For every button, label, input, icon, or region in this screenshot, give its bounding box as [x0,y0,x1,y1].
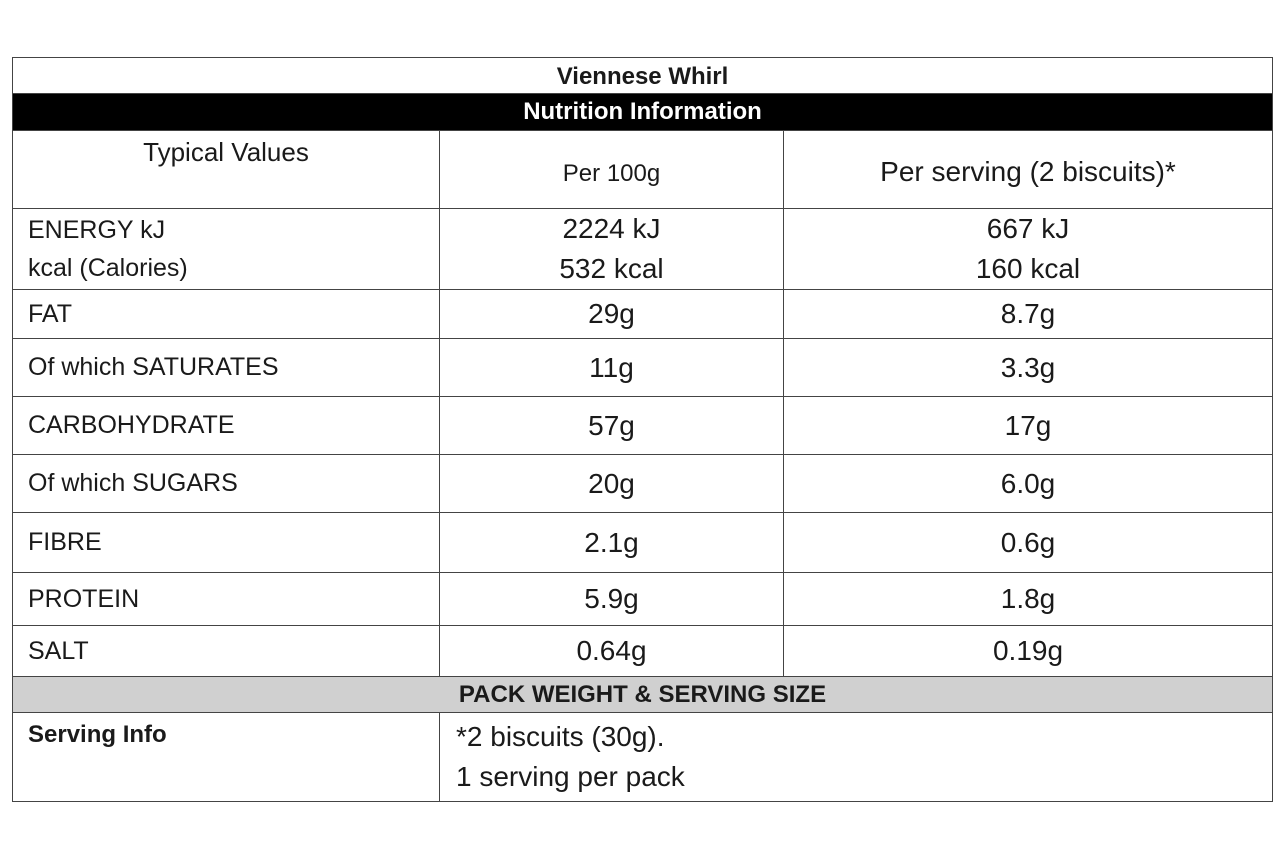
nutrient-label: CARBOHYDRATE [13,397,440,455]
energy-kcal-label: kcal (Calories) [28,254,188,282]
serving-value: 17g [784,397,1273,455]
nutrient-label: Of which SATURATES [13,339,440,397]
energy-serving-cell [784,209,1273,290]
table-row [13,290,1273,339]
per-serving-header: Per serving (2 biscuits)* [784,131,1273,209]
energy-per100-kcal: 532 kcal [559,253,664,284]
title-row [13,58,1273,94]
serving-info-row [13,713,1273,802]
energy-serving-kj: 667 kJ [986,213,1070,244]
table-row [13,626,1273,677]
serving-value: 0.6g [784,513,1273,573]
serving-info-line1: *2 biscuits (30g). [456,721,665,752]
serving-value: 6.0g [784,455,1273,513]
serving-info-label: Serving Info [13,713,440,802]
per-100g-header: Per 100g [440,131,784,209]
product-title: Viennese Whirl [13,58,1273,94]
energy-label-cell [13,209,440,290]
nutrient-label: PROTEIN [13,573,440,626]
nutrient-label: FAT [13,290,440,339]
nutrient-label: Of which SUGARS [13,455,440,513]
nutrition-banner: Nutrition Information [13,94,1273,131]
typical-values-header: Typical Values [13,131,440,209]
per100-value: 2.1g [440,513,784,573]
per100-value: 29g [440,290,784,339]
energy-per100-cell [440,209,784,290]
table-row [13,455,1273,513]
serving-info-text [440,713,1273,802]
per100-value: 11g [440,339,784,397]
serving-value: 3.3g [784,339,1273,397]
energy-per100-kj: 2224 kJ [562,213,661,244]
serving-value: 1.8g [784,573,1273,626]
nutrition-table [12,57,1273,802]
energy-kj-label: ENERGY kJ [28,216,166,244]
per100-value: 20g [440,455,784,513]
table-row [13,339,1273,397]
serving-info-line2: 1 serving per pack [456,761,685,792]
per100-value: 0.64g [440,626,784,677]
banner-row [13,94,1273,131]
energy-serving-kcal: 160 kcal [975,253,1081,284]
pack-section-row [13,677,1273,713]
table-row [13,513,1273,573]
serving-value: 8.7g [784,290,1273,339]
nutrient-label: FIBRE [13,513,440,573]
table-row [13,573,1273,626]
per100-value: 5.9g [440,573,784,626]
serving-value: 0.19g [784,626,1273,677]
energy-row [13,209,1273,290]
table-row [13,397,1273,455]
nutrient-label: SALT [13,626,440,677]
pack-section-header: PACK WEIGHT & SERVING SIZE [13,677,1273,713]
per100-value: 57g [440,397,784,455]
column-header-row [13,131,1273,209]
